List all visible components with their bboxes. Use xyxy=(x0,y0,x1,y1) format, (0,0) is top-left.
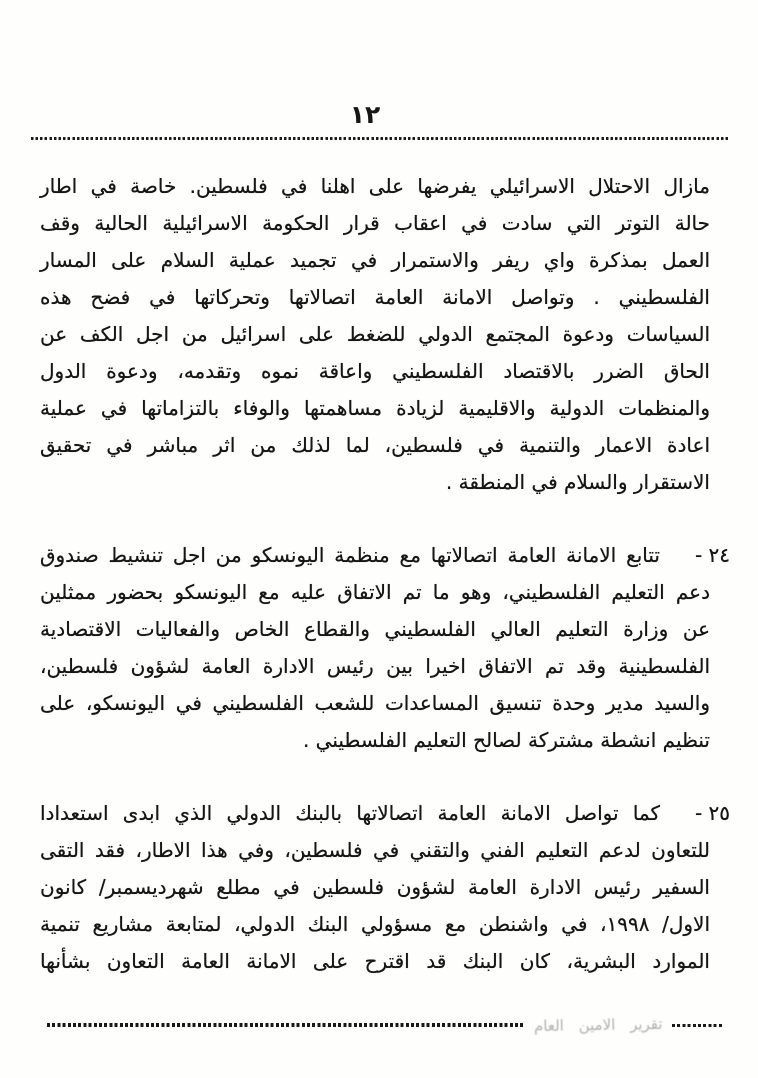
text-line: عن وزارة التعليم العالي الفلسطيني والقطاع الخاص والفعاليات الاقتصادية xyxy=(40,617,710,641)
page-number: ١٢ xyxy=(349,100,381,129)
text-line: السفير رئيس الادارة العامة لشؤون فلسطين في مطلع شهرديسمبر/ كانون xyxy=(40,875,710,899)
text-line: للتعاون لدعم التعليم الفني والتقني في فلسطين، وفي هذا الاطار، فقد التقى xyxy=(40,838,710,862)
text-line: الحاق الضرر بالاقتصاد الفلسطيني واعاقة نموه وتقدمه، ودعوة الدول xyxy=(40,359,710,383)
text-line: مازال الاحتلال الاسرائيلي يفرضها على اهلنا في فلسطين. خاصة في اطار xyxy=(40,174,710,198)
text-line: الموارد البشرية، كان البنك قد اقترح على الامانة العامة التعاون بشأنها xyxy=(40,949,710,973)
text-line: كما تواصل الامانة العامة اتصالاتها بالبنك الدولي الذي ابدى استعدادا xyxy=(40,801,660,825)
text-line: السياسات ودعوة المجتمع الدولي للضغط على اسرائيل من اجل الكف عن xyxy=(40,322,710,346)
text-line: العمل بمذكرة واي ريفر والاستمرار في تجميد عملية السلام على المسار xyxy=(40,248,710,272)
text-line: حالة التوتر التي سادت في اعقاب قرار الحكومة الاسرائيلية الحالية وقف xyxy=(40,211,710,235)
text-line: اعادة الاعمار والتنمية في فلسطين، لما لذلك من اثر مباشر في تحقيق xyxy=(40,433,710,457)
text-line: والمنظمات الدولية والاقليمية لزيادة مساهمتها والوفاء بالتزاماتها في عملية xyxy=(40,396,710,420)
paragraph-24 xyxy=(40,537,730,759)
paragraph-25-number: ٢٥ - xyxy=(694,801,730,825)
footer-divider-left xyxy=(47,1023,525,1027)
text-line: تتابع الامانة العامة اتصالاتها مع منظمة اليونسكو من اجل تنشيط صندوق xyxy=(40,543,660,567)
footer-divider-right xyxy=(672,1024,724,1027)
text-line: الاستقرار والسلام في المنطقة . xyxy=(445,470,710,494)
page-footer xyxy=(0,1005,758,1045)
text-line: الاول/ ١٩٩٨، في واشنطن مع مسؤولي البنك الدولي، لمتابعة مشاريع تنمية xyxy=(40,912,710,936)
paragraph-continuation xyxy=(40,168,710,501)
document-body xyxy=(40,168,730,980)
footer-stamp-text: تقرير الامين العام xyxy=(534,1014,664,1036)
paragraph-24-number: ٢٤ - xyxy=(694,543,730,567)
text-line: الفلسطيني . وتواصل الامانة العامة اتصالاتها وتحركاتها في فضح هذه xyxy=(40,285,710,309)
text-line: تنظيم انشطة مشتركة لصالح التعليم الفلسطيني . xyxy=(302,728,710,752)
paragraph-25 xyxy=(40,795,730,980)
top-divider xyxy=(31,137,728,140)
text-line: والسيد مدير وحدة تنسيق المساعدات للشعب الفلسطيني في اليونسكو، على xyxy=(40,691,710,715)
text-line: الفلسطينية وقد تم الاتفاق اخيرا بين رئيس الادارة العامة لشؤون فلسطين، xyxy=(40,654,710,678)
text-line: دعم التعليم الفلسطيني، وهو ما تم الاتفاق عليه مع اليونسكو بحضور ممثلين xyxy=(40,580,710,604)
